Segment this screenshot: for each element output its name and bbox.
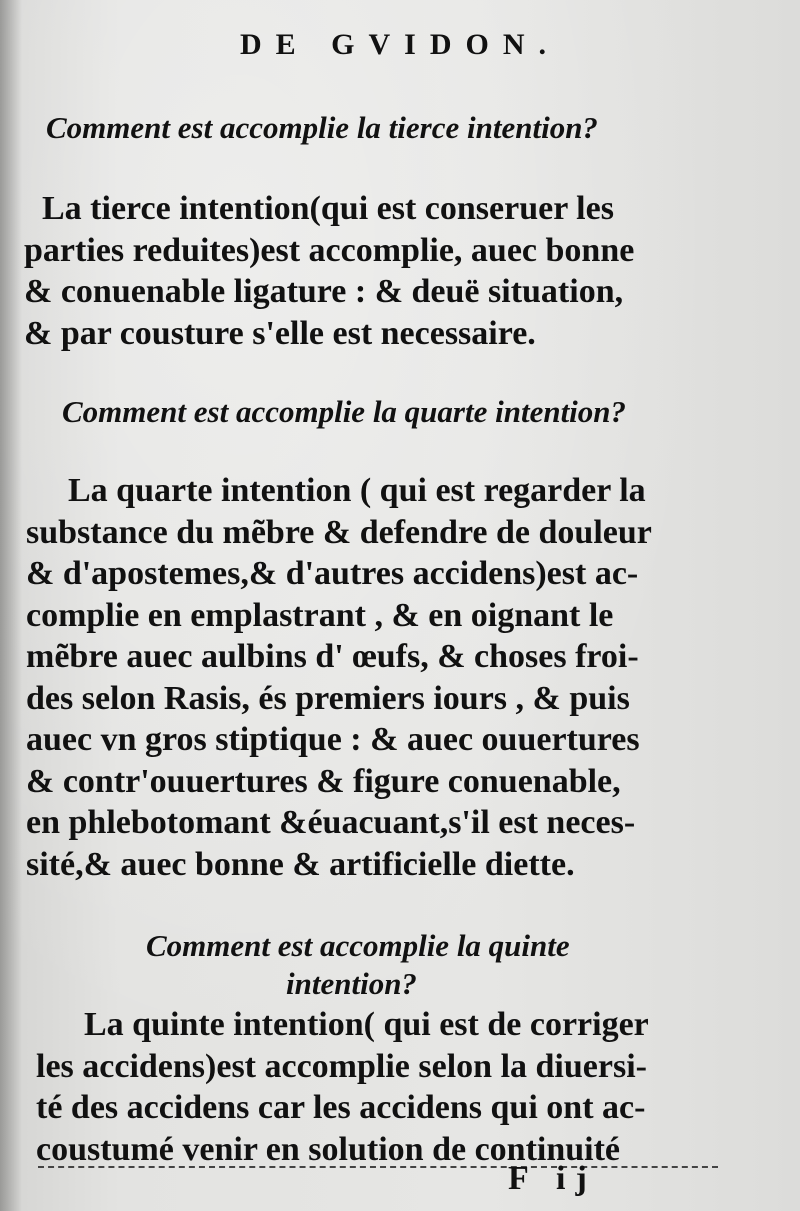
bottom-rule xyxy=(38,1166,718,1168)
text-line: & par cousture s'elle est necessaire. xyxy=(24,314,536,352)
section-heading-quarte: Comment est accomplie la quarte intention? xyxy=(62,394,627,429)
paragraph-tierce xyxy=(24,188,634,354)
paragraph-quinte xyxy=(36,1004,649,1170)
text-line: auec vn gros stiptique : & auec ouuertures xyxy=(26,721,640,758)
signature-mark: F ij xyxy=(508,1160,597,1197)
text-line: complie en emplastrant , & en oignant le xyxy=(26,596,614,634)
page-gutter-shadow xyxy=(0,0,22,1211)
text-line: & conuenable ligature : & deuë situation, xyxy=(24,273,624,310)
text-line: La quarte intention ( qui est regarder la xyxy=(68,472,646,509)
section-heading-quinte: Comment est accomplie la quinte xyxy=(146,928,570,963)
text-line: La quinte intention( qui est de corriger xyxy=(84,1006,649,1043)
text-line: mẽbre auec aulbins d' œufs, & choses froi- xyxy=(26,638,639,675)
section-heading-quinte-line2: intention? xyxy=(286,966,417,1001)
text-line: parties reduites)est accomplie, auec bonne xyxy=(24,231,635,269)
text-line: té des accidens car les accidens qui ont ac- xyxy=(36,1089,646,1126)
running-head: DE GVIDON. xyxy=(239,28,560,61)
text-line: les accidens)est accomplie selon la diuersi- xyxy=(36,1047,647,1085)
text-line: substance du mẽbre & defendre de douleur xyxy=(26,513,652,551)
text-line: & contr'ouuertures & figure conuenable, xyxy=(26,762,621,800)
text-line: & d'apostemes,& d'autres accidens)est ac- xyxy=(26,555,639,592)
text-line: coustumé venir en solution de continuité xyxy=(36,1130,621,1168)
text-line: en phlebotomant &éuacuant,s'il est neces- xyxy=(26,804,636,841)
section-heading-tierce: Comment est accomplie la tierce intention? xyxy=(46,110,598,145)
text-line: des selon Rasis, és premiers iours , & puis xyxy=(26,679,630,717)
text-line: La tierce intention(qui est conseruer les xyxy=(42,190,614,227)
text-line: sité,& auec bonne & artificielle diette. xyxy=(26,845,575,883)
paragraph-quarte xyxy=(26,470,652,885)
